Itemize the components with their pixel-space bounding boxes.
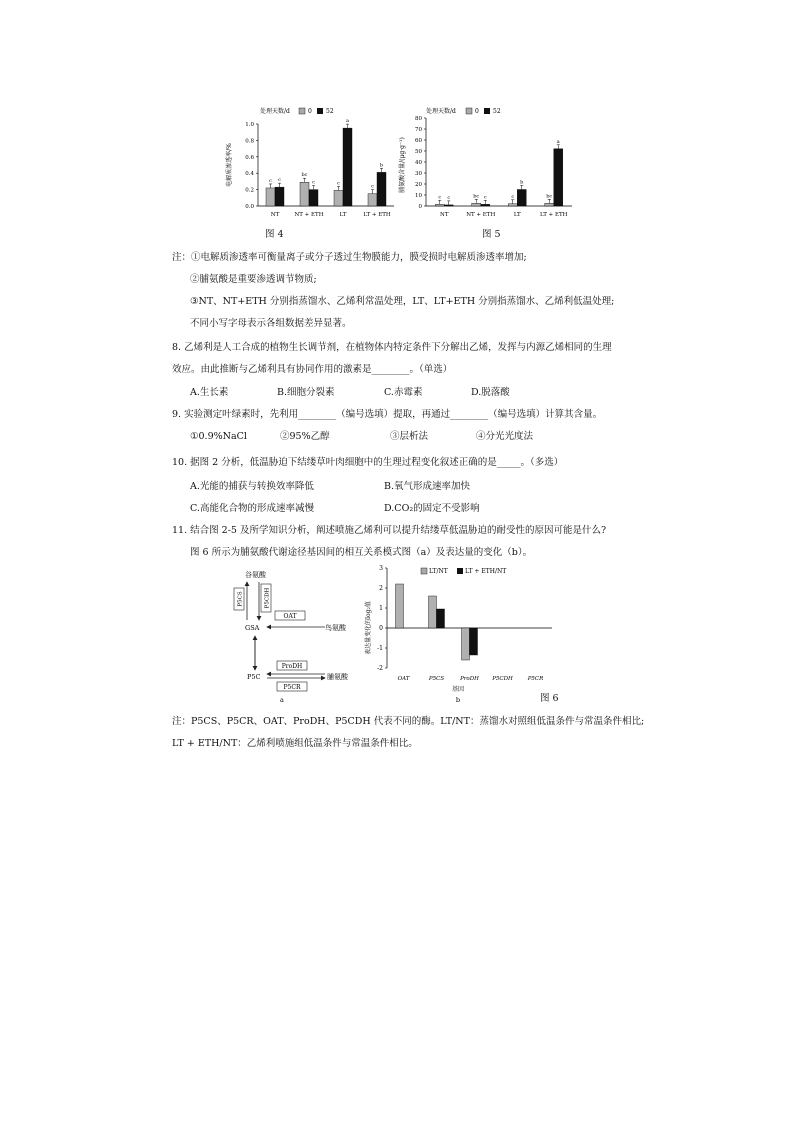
bar — [334, 190, 343, 206]
bar — [470, 628, 478, 655]
q9-option-3: ③层析法 — [390, 431, 429, 442]
bar — [554, 149, 563, 206]
significance-letter: c — [511, 193, 515, 200]
legend-swatch-0 — [466, 108, 472, 114]
y-tick-label: 0.0 — [245, 204, 254, 210]
y-axis-label: 表达量变化的log₂值 — [365, 601, 372, 655]
question-8-line-2: 效应。由此推断与乙烯利具有协同作用的激素是________。（单选） — [172, 364, 453, 375]
note-4: 不同小写字母表示各组数据差异显著。 — [190, 318, 352, 329]
legend-label-52: 52 — [326, 108, 334, 115]
figure-6-note-line-1: 注：P5CS、P5CR、OAT、ProDH、P5CDH 代表不同的酶。LT/NT：蒸馏水对照组低温条件与常温条件相比; — [172, 716, 645, 727]
significance-letter: c — [269, 177, 272, 184]
category-label: ProDH — [460, 676, 479, 682]
legend-label-0: 0 — [308, 108, 312, 115]
legend-title: 处理天数/d — [426, 108, 456, 115]
q8-option-b: B.细胞分裂素 — [277, 387, 335, 398]
legend-swatch-52 — [484, 108, 490, 114]
significance-letter: a — [346, 118, 349, 125]
bar — [266, 188, 275, 206]
significance-letter: c — [447, 194, 451, 201]
q8-option-d: D.脱落酸 — [471, 387, 510, 398]
legend-lt-eth-nt: LT + ETH/NT — [465, 568, 507, 575]
significance-letter: a — [556, 138, 560, 145]
legend-lt-nt: LT/NT — [429, 568, 448, 575]
question-9-line-1: 9. 实验测定叶绿素时，先利用________（编号选填）提取，再通过________（编号选填）计算其含量。 — [172, 409, 603, 420]
q10-option-b: B.氧气形成速率加快 — [384, 481, 471, 492]
bar — [517, 190, 526, 207]
figure-6-caption: 图 6 — [540, 693, 559, 704]
plot-area — [377, 565, 552, 682]
q8-option-c: C.赤霉素 — [384, 387, 423, 398]
y-tick-label: 2 — [379, 585, 383, 592]
y-tick-label: 0 — [379, 625, 383, 632]
q8-option-a: A.生长素 — [190, 387, 229, 398]
category-label: P5CS — [428, 676, 445, 682]
significance-letter: b — [379, 162, 384, 169]
significance-letter: bc — [473, 193, 480, 200]
y-tick-label: 0.2 — [245, 187, 254, 194]
bar — [444, 205, 453, 206]
figure-5-chart — [396, 104, 576, 226]
question-8-line-1: 8. 乙烯利是人工合成的植物生长调节剂，在植物体内特定条件下分解出乙烯，发挥与内源乙烯相同的生理 — [172, 342, 612, 353]
gsa-label: GSA — [245, 624, 260, 632]
category-label: LT — [513, 212, 521, 218]
y-tick-label: 1 — [379, 605, 383, 612]
question-10-line-1: 10. 据图 2 分析，低温胁迫下结缕草叶肉细胞中的生理过程变化叙述正确的是_____。（多选） — [172, 457, 564, 468]
note-1: 注：①电解质渗透率可衡量离子或分子透过生物膜能力，膜受损时电解质渗透率增加; — [172, 252, 527, 263]
category-label: LT + ETH — [540, 212, 568, 218]
bar — [508, 204, 517, 206]
y-tick-label: -1 — [377, 645, 383, 652]
enzyme-p5cdh-label: P5CDH — [264, 587, 271, 609]
y-tick-label: 20 — [415, 182, 422, 188]
bar — [481, 204, 490, 206]
figure-4-caption: 图 4 — [265, 229, 284, 240]
y-tick-label: 3 — [379, 565, 383, 572]
category-label: NT — [440, 212, 449, 218]
q9-option-1: ①0.9%NaCl — [190, 431, 247, 442]
y-tick-label: 70 — [415, 127, 422, 133]
category-label: NT + ETH — [466, 212, 496, 218]
bar — [462, 628, 470, 660]
enzyme-p5cr-label: P5CR — [283, 684, 301, 691]
figure-5-caption: 图 5 — [482, 229, 501, 240]
significance-letter: bc — [546, 193, 553, 200]
bar — [396, 584, 404, 628]
category-label: NT + ETH — [294, 212, 324, 218]
category-label: NT — [270, 212, 280, 218]
legend-swatch-lt-eth-nt — [457, 568, 463, 574]
bar — [309, 190, 318, 206]
y-tick-label: 0.6 — [245, 154, 254, 161]
bar — [435, 204, 444, 206]
bar — [545, 203, 554, 206]
glutamate-label: 谷氨酸 — [245, 571, 266, 579]
legend-label-52: 52 — [493, 108, 501, 115]
y-tick-label: 0 — [418, 204, 422, 210]
subfigure-a-label: a — [280, 696, 284, 704]
p5c-label: P5C — [247, 673, 261, 681]
figure-6-note-line-2: LT + ETH/NT：乙烯利喷施组低温条件与常温条件相比。 — [172, 738, 418, 749]
y-tick-label: 0.8 — [245, 138, 254, 145]
category-label: LT — [339, 212, 347, 218]
bar — [343, 128, 352, 206]
note-2: ②脯氨酸是重要渗透调节物质; — [190, 274, 317, 285]
x-axis-label: 基因 — [451, 686, 465, 693]
legend-swatch-lt-nt — [421, 568, 427, 574]
y-tick-label: 1.0 — [245, 122, 254, 128]
q9-option-4: ④分光光度法 — [476, 431, 534, 442]
bar — [472, 203, 481, 206]
y-tick-label: 30 — [415, 171, 422, 177]
question-11-line-1: 11. 结合图 2-5 及所学知识分析，阐述喷施乙烯利可以提升结缕草低温胁迫的耐受性的原因可能是什么? — [172, 525, 607, 536]
proline-label: 脯氨酸 — [327, 673, 348, 681]
q10-option-a: A.光能的捕获与转换效率降低 — [190, 481, 314, 492]
enzyme-prodh-label: ProDH — [281, 663, 303, 670]
y-tick-label: 80 — [415, 116, 422, 122]
y-tick-label: 50 — [415, 149, 422, 155]
significance-letter: c — [371, 183, 374, 190]
category-label: LT + ETH — [363, 212, 391, 218]
significance-letter: c — [337, 180, 340, 187]
figure-6a-pathway-diagram — [225, 566, 365, 708]
category-label: OAT — [397, 676, 410, 682]
q10-option-d: D.CO₂的固定不受影响 — [384, 503, 480, 514]
y-tick-label: 10 — [415, 193, 422, 199]
legend-swatch-0 — [299, 108, 305, 114]
plot-area — [415, 116, 572, 218]
y-axis-label: 电解质渗透率/% — [226, 143, 233, 187]
note-3: ③NT、NT+ETH 分别指蒸馏水、乙烯利常温处理，LT、LT+ETH 分别指蒸馏水、乙烯利低温处理; — [190, 296, 615, 307]
category-label: P5CR — [527, 676, 544, 682]
bar — [437, 609, 445, 628]
subfigure-b-label: b — [455, 696, 461, 704]
significance-letter: c — [312, 179, 315, 186]
q9-option-2: ②95%乙醇 — [280, 431, 330, 442]
significance-letter: c — [483, 194, 487, 201]
significance-letter: bc — [301, 172, 308, 179]
ornithine-label: 鸟氨酸 — [325, 624, 346, 632]
enzyme-oat-label: OAT — [283, 613, 297, 620]
bar — [300, 182, 309, 206]
legend-swatch-52 — [317, 108, 323, 114]
q10-option-c: C.高能化合物的形成速率减慢 — [190, 503, 314, 514]
category-label: P5CDH — [492, 676, 513, 682]
legend-label-0: 0 — [475, 108, 479, 115]
legend-title: 处理天数/d — [260, 108, 290, 115]
figure-6b-chart — [357, 560, 557, 718]
significance-letter: b — [520, 179, 524, 186]
y-tick-label: 60 — [415, 138, 422, 144]
bar — [275, 187, 284, 206]
y-tick-label: 40 — [415, 160, 422, 166]
bar — [368, 194, 377, 206]
y-tick-label: 0.4 — [245, 171, 254, 178]
figure-4-chart — [218, 104, 396, 226]
significance-letter: c — [438, 194, 442, 201]
plot-area — [245, 118, 394, 218]
y-axis-label: 脯氨酸含量/(μg·g⁻¹) — [399, 137, 406, 193]
question-11-line-2: 图 6 所示为脯氨酸代谢途径基因间的相互关系模式图（a）及表达量的变化（b）。 — [190, 547, 533, 558]
significance-letter: c — [278, 177, 281, 184]
bar — [377, 172, 386, 206]
bar — [429, 596, 437, 628]
y-tick-label: -2 — [377, 665, 383, 672]
enzyme-p5cs-label: P5CS — [237, 591, 244, 607]
